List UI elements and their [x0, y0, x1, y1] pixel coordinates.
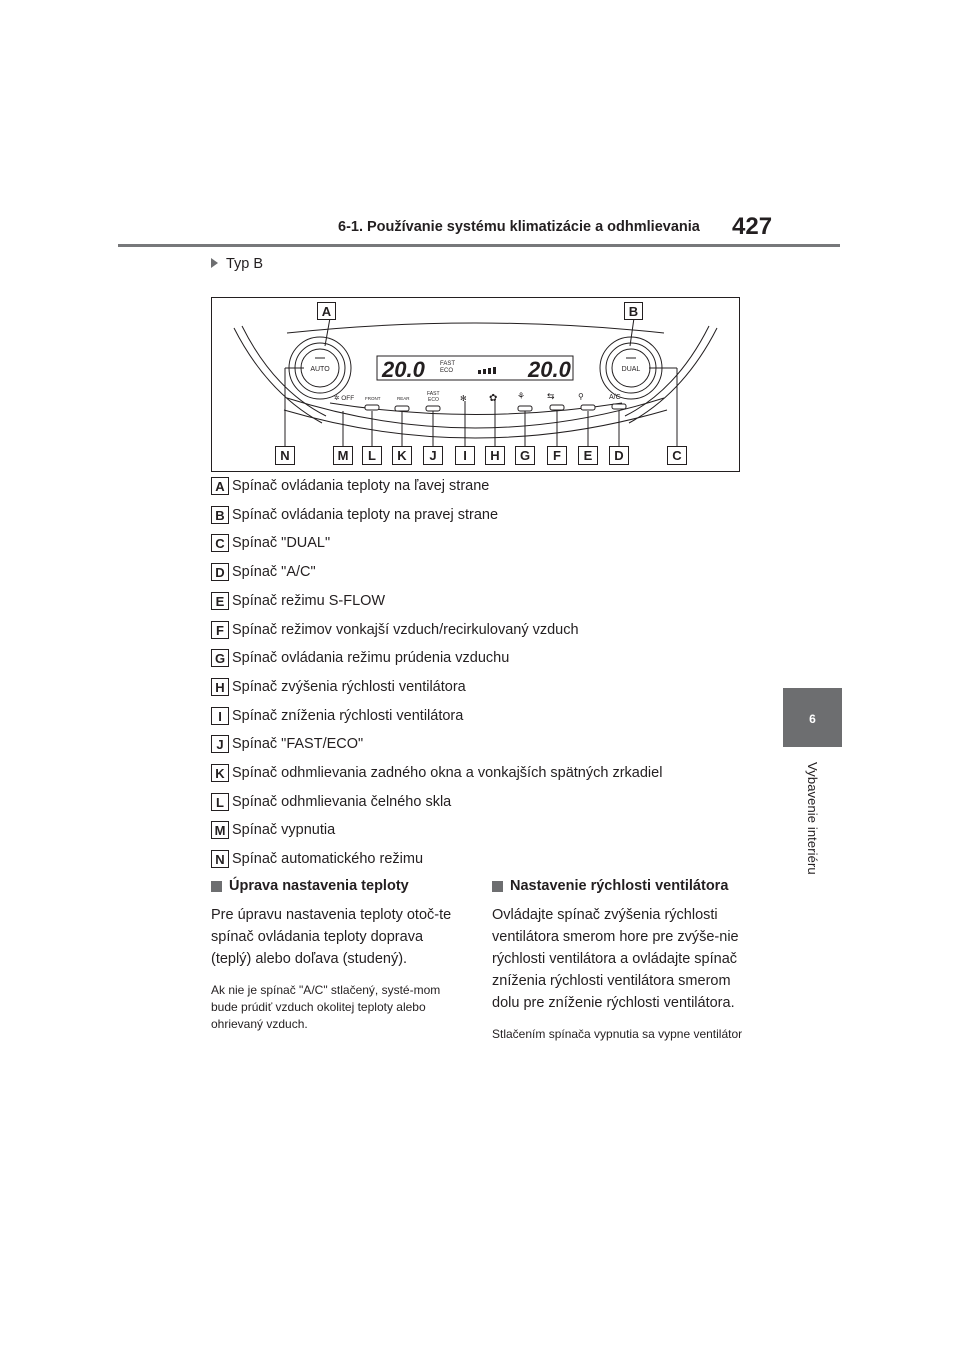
- legend-key: M: [211, 821, 229, 839]
- display-left-temp: 20.0: [382, 357, 425, 382]
- legend-key: G: [211, 649, 229, 667]
- square-bullet-icon: [492, 881, 503, 892]
- legend-key: J: [211, 735, 229, 753]
- legend-text: Spínač automatického režimu: [232, 851, 424, 868]
- legend-text: Spínač zníženia rýchlosti ventilátora: [232, 707, 464, 724]
- label-off: ✲ OFF: [334, 395, 355, 402]
- display-fast-label: FAST: [440, 361, 456, 367]
- legend-text: Spínač režimu S-FLOW: [232, 592, 386, 609]
- airflow-mode-icon: ⚘: [517, 392, 526, 402]
- fan-bar: [478, 370, 481, 374]
- fan-speed-note: Stlačením spínača vypnutia sa vypne ventilátor: [492, 1027, 743, 1041]
- legend-text: Spínač ovládania režimu prúdenia vzduchu: [232, 650, 510, 667]
- fan-bar: [483, 369, 486, 374]
- label-rear: REAR: [397, 396, 410, 401]
- btn-mode: [518, 406, 532, 411]
- fan-bar: [493, 367, 496, 374]
- label-eco: ECO: [428, 397, 439, 403]
- knob-dual-label: DUAL: [621, 366, 641, 373]
- legend-key: D: [211, 563, 229, 581]
- chapter-number: 6: [809, 712, 816, 726]
- label-ac: A/C: [609, 394, 621, 401]
- callout-line-a: [325, 318, 330, 346]
- panel-top-edge: [287, 323, 664, 333]
- fan-low-icon: ✻: [460, 394, 467, 403]
- callout-e: E: [578, 446, 598, 465]
- label-front: FRONT: [365, 396, 381, 401]
- legend-key: F: [211, 621, 229, 639]
- legend-key: E: [211, 592, 229, 610]
- legend-text: Spínač režimov vonkajší vzduch/recirkulovaný vzduch: [232, 621, 579, 638]
- triangle-bullet-icon: [211, 258, 218, 268]
- dash-contour-left: [234, 328, 322, 423]
- fan-speed-paragraph: Ovládajte spínač zvýšenia rýchlosti ventilátora smerom hore pre zvýše-nie rýchlosti ventilátora a ovládajte spínač zníženia rýchlosti ventilátora smerom dolu pre zníženie rýchlosti ventilátora.: [492, 907, 739, 1011]
- recirculation-icon: ⇆: [547, 392, 555, 402]
- callout-g: G: [515, 446, 535, 465]
- legend-key: L: [211, 793, 229, 811]
- legend-text: Spínač odhmlievania čelného skla: [232, 793, 452, 810]
- callout-a: A: [317, 302, 336, 320]
- fan-high-icon: ✿: [489, 393, 498, 404]
- fan-bar: [488, 368, 491, 374]
- legend-key: I: [211, 707, 229, 725]
- callout-i: I: [455, 446, 475, 465]
- btn-recirc: [550, 405, 564, 410]
- legend-text: Spínač ovládania teploty na pravej strane: [232, 506, 499, 523]
- temperature-note: Ak nie je spínač "A/C" stlačený, systé-mom bude prúdiť vzduch okolitej teploty alebo ohrievaný vzduch.: [211, 983, 441, 1031]
- btn-fast-eco: [426, 406, 440, 411]
- legend-text: Spínač ovládania teploty na ľavej strane: [232, 478, 490, 494]
- temperature-section: [211, 878, 463, 1033]
- type-label: [211, 256, 263, 272]
- legend-key: B: [211, 506, 229, 524]
- square-bullet-icon: [211, 881, 222, 892]
- legend-text: Spínač "FAST/ECO": [232, 736, 364, 753]
- knob-auto-label: AUTO: [310, 366, 330, 373]
- callout-f: F: [547, 446, 567, 465]
- fan-speed-heading-text: Nastavenie rýchlosti ventilátora: [510, 878, 729, 894]
- temperature-heading: [211, 878, 463, 894]
- dash-contour-right: [629, 328, 717, 423]
- legend-text: Spínač vypnutia: [232, 822, 336, 839]
- header-divider: [118, 244, 840, 247]
- panel-bottom-edge: [287, 398, 664, 428]
- display-right-temp: 20.0: [528, 357, 571, 382]
- btn-rear-defog: [395, 406, 409, 411]
- callout-m: M: [333, 446, 353, 465]
- legend-text: Spínač odhmlievania zadného okna a vonkajších spätných zrkadiel: [232, 765, 663, 781]
- chapter-title: Vybavenie interiéru: [805, 762, 820, 875]
- legend-key: C: [211, 534, 229, 552]
- label-fast: FAST: [427, 391, 440, 397]
- callout-j: J: [423, 446, 443, 465]
- callout-n: N: [275, 446, 295, 465]
- page-number: 427: [732, 213, 773, 240]
- fan-speed-section: [492, 878, 744, 1043]
- legend-text: Spínač "DUAL": [232, 535, 331, 552]
- legend-text: Spínač zvýšenia rýchlosti ventilátora: [232, 678, 466, 695]
- callout-line-b: [630, 318, 634, 346]
- legend-key: A: [211, 477, 229, 495]
- callout-l: L: [362, 446, 382, 465]
- legend-key: K: [211, 764, 229, 782]
- display-eco-label: ECO: [440, 368, 454, 374]
- sflow-icon: ⚲: [578, 392, 584, 401]
- callout-h: H: [485, 446, 505, 465]
- btn-ac: [612, 404, 626, 409]
- temperature-heading-text: Úprava nastavenia teploty: [229, 878, 409, 894]
- callout-b: B: [624, 302, 643, 320]
- legend-text: Spínač "A/C": [232, 564, 316, 581]
- section-title: 6-1. Používanie systému klimatizácie a odhmlievania: [338, 219, 700, 235]
- callout-c: C: [667, 446, 687, 465]
- legend-key: N: [211, 850, 229, 868]
- temperature-paragraph: Pre úpravu nastavenia teploty otoč-te spínač ovládania teploty doprava (teplý) alebo doľava (studený).: [211, 907, 452, 967]
- fan-speed-heading: [492, 878, 744, 894]
- legend-key: H: [211, 678, 229, 696]
- btn-front-defog: [365, 405, 379, 410]
- callout-d: D: [609, 446, 629, 465]
- callout-k: K: [392, 446, 412, 465]
- climate-panel-figure: [211, 297, 740, 472]
- type-label-text: Typ B: [226, 256, 264, 272]
- btn-sflow: [581, 405, 595, 410]
